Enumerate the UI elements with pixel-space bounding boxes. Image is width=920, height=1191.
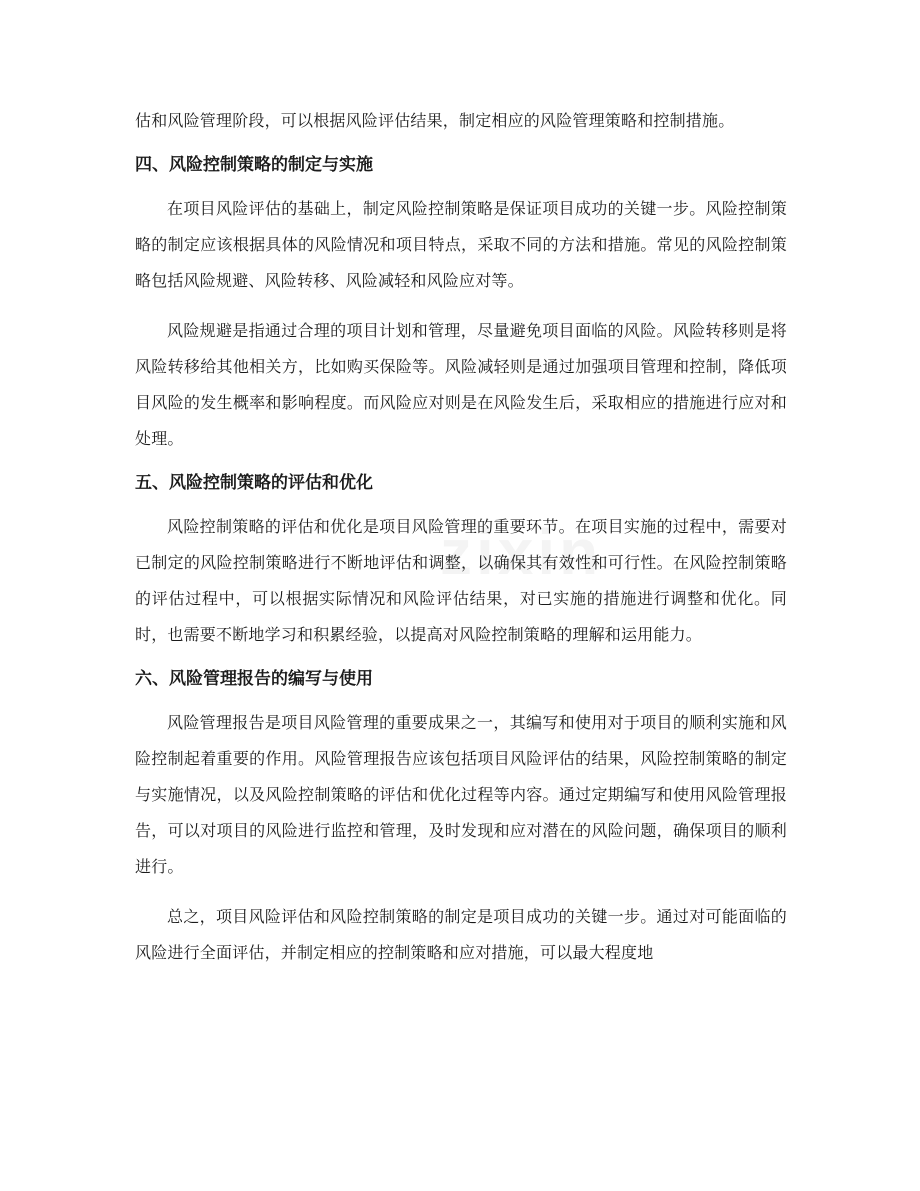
paragraph-continuation: 估和风险管理阶段，可以根据风险评估结果，制定相应的风险管理策略和控制措施。 — [135, 111, 735, 130]
section-heading-4: 四、风险控制策略的制定与实施 — [135, 155, 373, 175]
document-body — [135, 103, 787, 971]
paragraph: 总之，项目风险评估和风险控制策略的制定是项目成功的关键一步。通过对可能面临的风险进行全面评估，并制定相应的控制策略和应对措施，可以最大程度地 — [135, 907, 787, 962]
section-heading-5: 五、风险控制策略的评估和优化 — [135, 473, 373, 493]
paragraph: 在项目风险评估的基础上，制定风险控制策略是保证项目成功的关键一步。风险控制策略的制定应该根据具体的风险情况和项目特点，采取不同的方法和措施。常见的风险控制策略包括风险规避、风险转移、风险减轻和风险应对等。 — [135, 199, 787, 290]
section-heading-6: 六、风险管理报告的编写与使用 — [135, 669, 373, 689]
paragraph: 风险规避是指通过合理的项目计划和管理，尽量避免项目面临的风险。风险转移则是将风险转移给其他相关方，比如购买保险等。风险减轻则是通过加强项目管理和控制，降低项目风险的发生概率和影响程度。而风险应对则是在风险发生后，采取相应的措施进行应对和处理。 — [135, 321, 787, 448]
paragraph: 风险管理报告是项目风险管理的重要成果之一，其编写和使用对于项目的顺利实施和风险控制起着重要的作用。风险管理报告应该包括项目风险评估的结果，风险控制策略的制定与实施情况，以及风险控制策略的评估和优化过程等内容。通过定期编写和使用风险管理报告，可以对项目的风险进行监控和管理，及时发现和应对潜在的风险问题，确保项目的顺利进行。 — [135, 713, 787, 876]
watermark: zixin — [440, 516, 603, 588]
paragraph: 风险控制策略的评估和优化是项目风险管理的重要环节。在项目实施的过程中，需要对已制定的风险控制策略进行不断地评估和调整，以确保其有效性和可行性。在风险控制策略的评估过程中，可以根据实际情况和风险评估结果，对已实施的措施进行调整和优化。同时，也需要不断地学习和积累经验，以提高对风险控制策略的理解和运用能力。 — [135, 517, 787, 644]
